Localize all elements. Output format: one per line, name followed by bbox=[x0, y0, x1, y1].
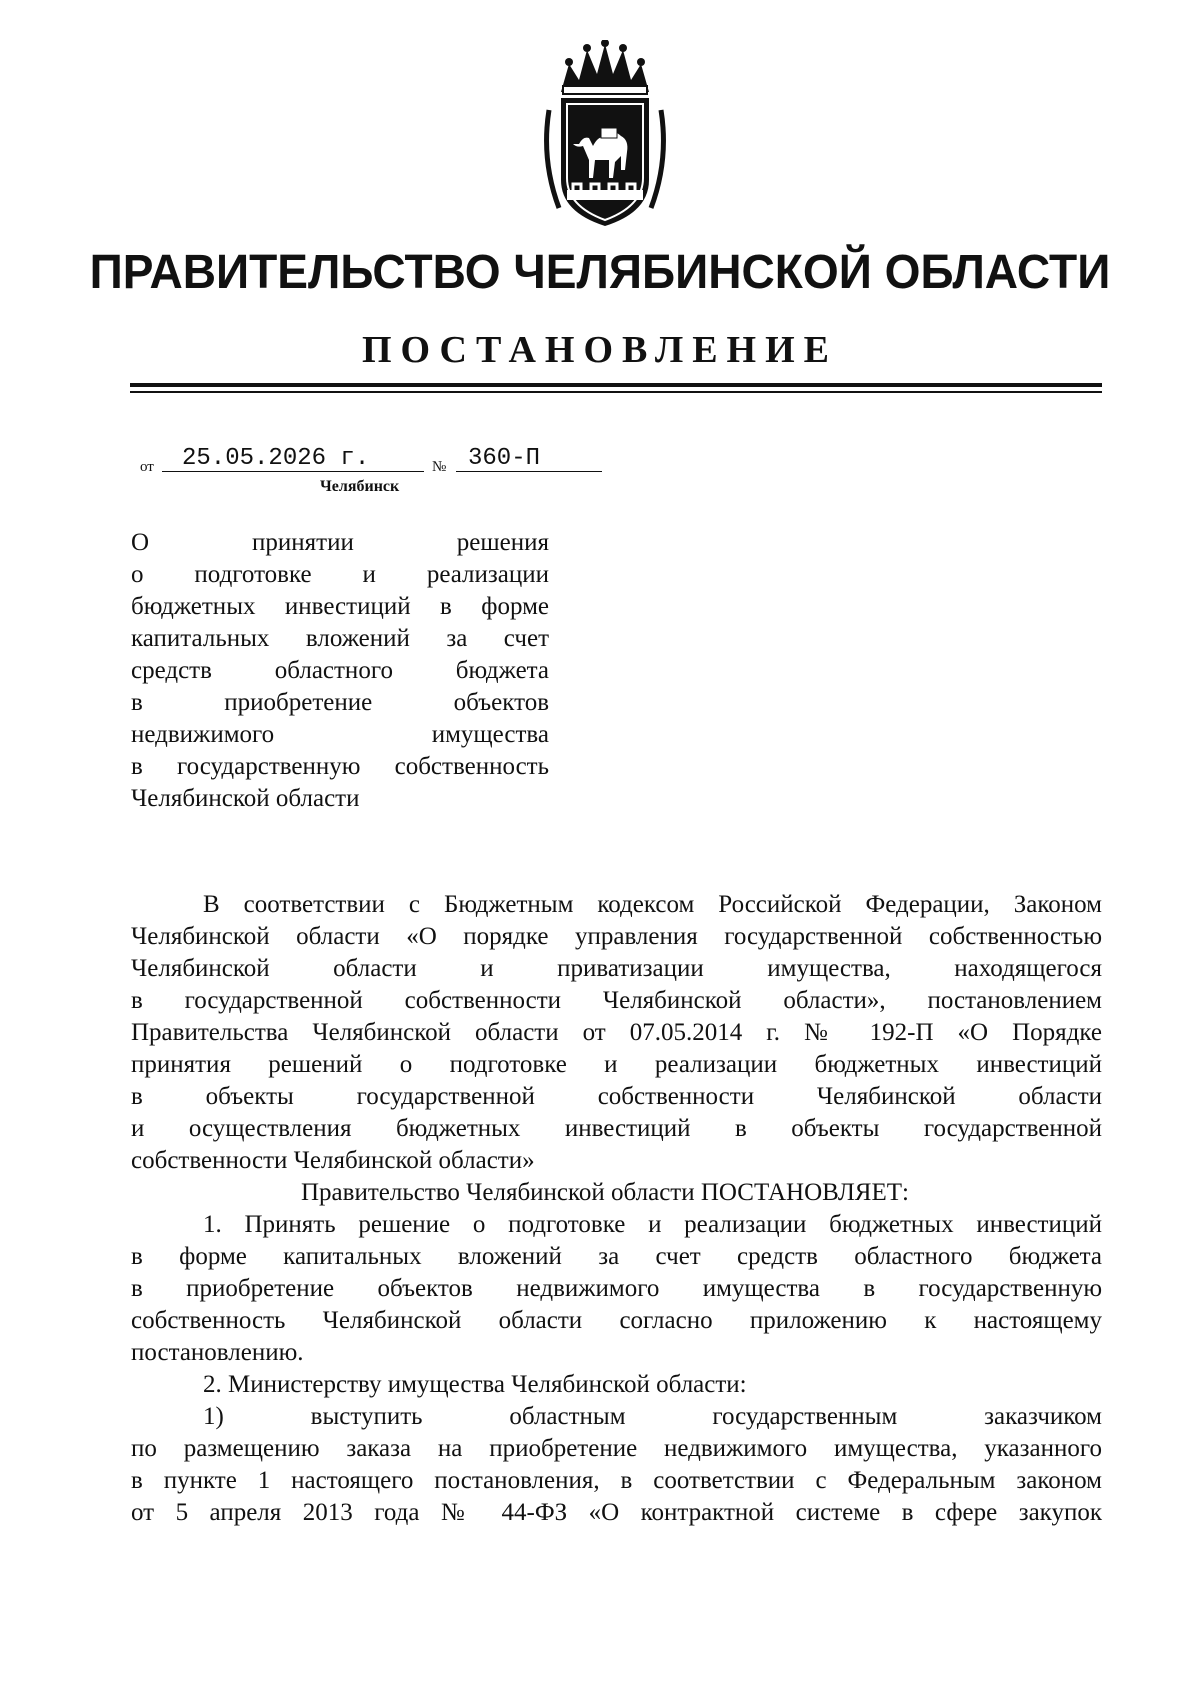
document-body bbox=[131, 889, 1102, 1529]
body-line: и осуществления бюджетных инвестиций в объекты государственной bbox=[131, 1115, 1102, 1142]
subject-line: капитальных вложений за счет bbox=[131, 625, 549, 652]
body-line: 1. Принять решение о подготовке и реализации бюджетных инвестиций bbox=[203, 1211, 1102, 1238]
document-type: ПОСТАНОВЛЕНИЕ bbox=[361, 329, 839, 371]
header-rule-thick bbox=[130, 383, 1102, 387]
body-line: Челябинской области «О порядке управления государственной собственностью bbox=[131, 923, 1102, 950]
subject-line: О принятии решения bbox=[131, 529, 549, 556]
body-line: в государственной собственности Челябинской области», постановлением bbox=[131, 987, 1102, 1014]
subject-line: недвижимого имущества bbox=[131, 721, 549, 748]
body-line: в форме капитальных вложений за счет средств областного бюджета bbox=[131, 1243, 1102, 1270]
body-line: по размещению заказа на приобретение недвижимого имущества, указанного bbox=[131, 1435, 1102, 1462]
subject-line: Челябинской области bbox=[131, 785, 360, 812]
resolution-phrase: Правительство Челябинской области ПОСТАНОВЛЯЕТ: bbox=[301, 1179, 909, 1206]
subject-line: средств областного бюджета bbox=[131, 657, 549, 684]
organization-title: ПРАВИТЕЛЬСТВО ЧЕЛЯБИНСКОЙ ОБЛАСТИ bbox=[89, 246, 1111, 299]
body-line: В соответствии с Бюджетным кодексом Российской Федерации, Законом bbox=[203, 891, 1102, 918]
body-line: 2. Министерству имущества Челябинской области: bbox=[203, 1371, 747, 1398]
body-line: 1) выступить областным государственным заказчиком bbox=[203, 1403, 1102, 1430]
document-subject bbox=[131, 527, 549, 815]
body-line: собственность Челябинской области согласно приложению к настоящему bbox=[131, 1307, 1102, 1334]
body-line: в приобретение объектов недвижимого имущества в государственную bbox=[131, 1275, 1102, 1302]
subject-line: бюджетных инвестиций в форме bbox=[131, 593, 549, 620]
body-line: постановлению. bbox=[131, 1339, 304, 1366]
coat-of-arms-icon bbox=[539, 40, 671, 230]
number-field: 360-П bbox=[456, 446, 602, 472]
date-field: 25.05.2026 г. bbox=[162, 446, 424, 472]
subject-line: в приобретение объектов bbox=[131, 689, 549, 716]
date-label: от bbox=[140, 459, 154, 475]
body-line: принятия решений о подготовке и реализации бюджетных инвестиций bbox=[131, 1051, 1102, 1078]
body-line: собственности Челябинской области» bbox=[131, 1147, 535, 1174]
city: Челябинск bbox=[320, 478, 400, 495]
body-line: Челябинской области и приватизации имущества, находящегося bbox=[131, 955, 1102, 982]
subject-line: в государственную собственность bbox=[131, 753, 549, 780]
body-line: от 5 апреля 2013 года № 44-ФЗ «О контрактной системе в сфере закупок bbox=[131, 1499, 1102, 1526]
document-meta bbox=[140, 446, 620, 476]
number-label: № bbox=[432, 459, 447, 475]
body-line: в объекты государственной собственности Челябинской области bbox=[131, 1083, 1102, 1110]
header-rule-thin bbox=[130, 391, 1102, 393]
subject-line: о подготовке и реализации bbox=[131, 561, 549, 588]
body-line: Правительства Челябинской области от 07.05.2014 г. № 192-П «О Порядке bbox=[131, 1019, 1102, 1046]
body-line: в пункте 1 настоящего постановления, в соответствии с Федеральным законом bbox=[131, 1467, 1102, 1494]
